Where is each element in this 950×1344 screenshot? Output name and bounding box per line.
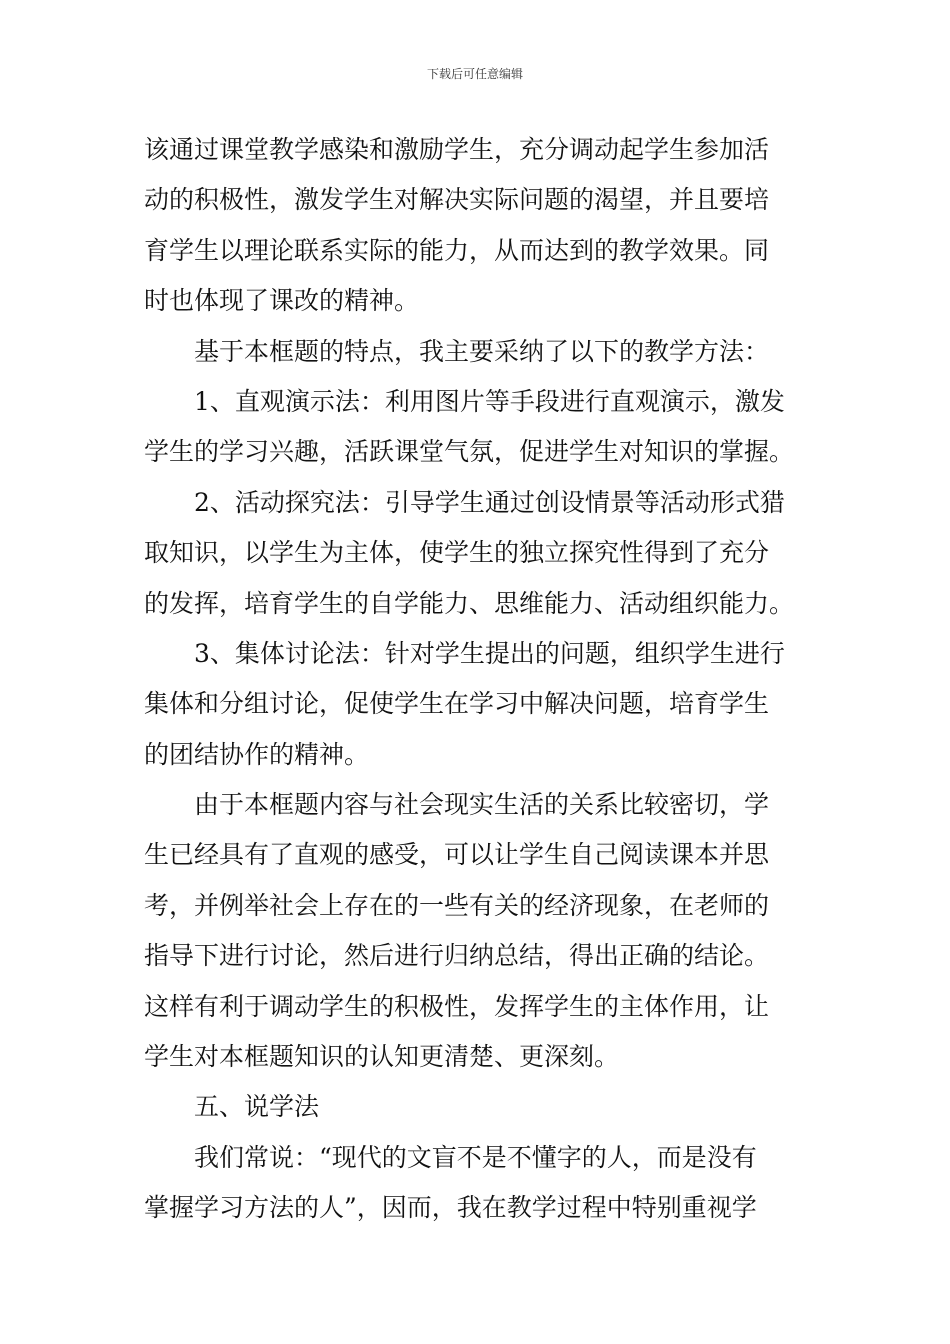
text-line: 基于本框题的特点，我主要采纳了以下的教学方法： xyxy=(194,336,770,366)
text-line: 2、活动探究法：引导学生通过创设情景等活动形式猎 xyxy=(194,487,785,517)
text-line: 动的积极性，激发学生对解决实际问题的渴望，并且要培 xyxy=(144,185,770,215)
text-line: 的团结协作的精神。 xyxy=(144,739,370,769)
text-line: 的发挥，培育学生的自学能力、思维能力、活动组织能力。 xyxy=(144,588,795,618)
text-line: 1、直观演示法：利用图片等手段进行直观演示，激发 xyxy=(194,386,785,416)
section-heading: 五、说学法 xyxy=(194,1092,320,1122)
text-line: 3、集体讨论法：针对学生提出的问题，组织学生进行 xyxy=(194,638,785,668)
text-line: 取知识，以学生为主体，使学生的独立探究性得到了充分 xyxy=(144,538,770,568)
text-line: 生已经具有了直观的感受，可以让学生自己阅读课本并思 xyxy=(144,840,770,870)
text-line: 时也体现了课改的精神。 xyxy=(144,286,420,316)
text-line: 指导下进行讨论，然后进行归纳总结，得出正确的结论。 xyxy=(144,941,770,971)
text-line: 集体和分组讨论，促使学生在学习中解决问题，培育学生 xyxy=(144,689,770,719)
page-header: 下载后可任意编辑 xyxy=(426,67,523,81)
text-line: 掌握学习方法的人”，因而，我在教学过程中特别重视学 xyxy=(144,1193,757,1223)
text-line: 学生的学习兴趣，活跃课堂气氛，促进学生对知识的掌握。 xyxy=(144,437,795,467)
text-line: 由于本框题内容与社会现实生活的关系比较密切，学 xyxy=(194,790,770,820)
text-line: 该通过课堂教学感染和激励学生，充分调动起学生参加活 xyxy=(144,135,770,164)
text-line: 学生对本框题知识的认知更清楚、更深刻。 xyxy=(144,1042,620,1072)
text-line: 育学生以理论联系实际的能力，从而达到的教学效果。同 xyxy=(144,235,770,265)
text-line: 我们常说：“现代的文盲不是不懂字的人，而是没有 xyxy=(194,1142,757,1172)
text-line: 考，并例举社会上存在的一些有关的经济现象，在老师的 xyxy=(144,890,770,920)
document-body xyxy=(144,125,808,1234)
text-line: 这样有利于调动学生的积极性，发挥学生的主体作用，让 xyxy=(144,991,770,1021)
